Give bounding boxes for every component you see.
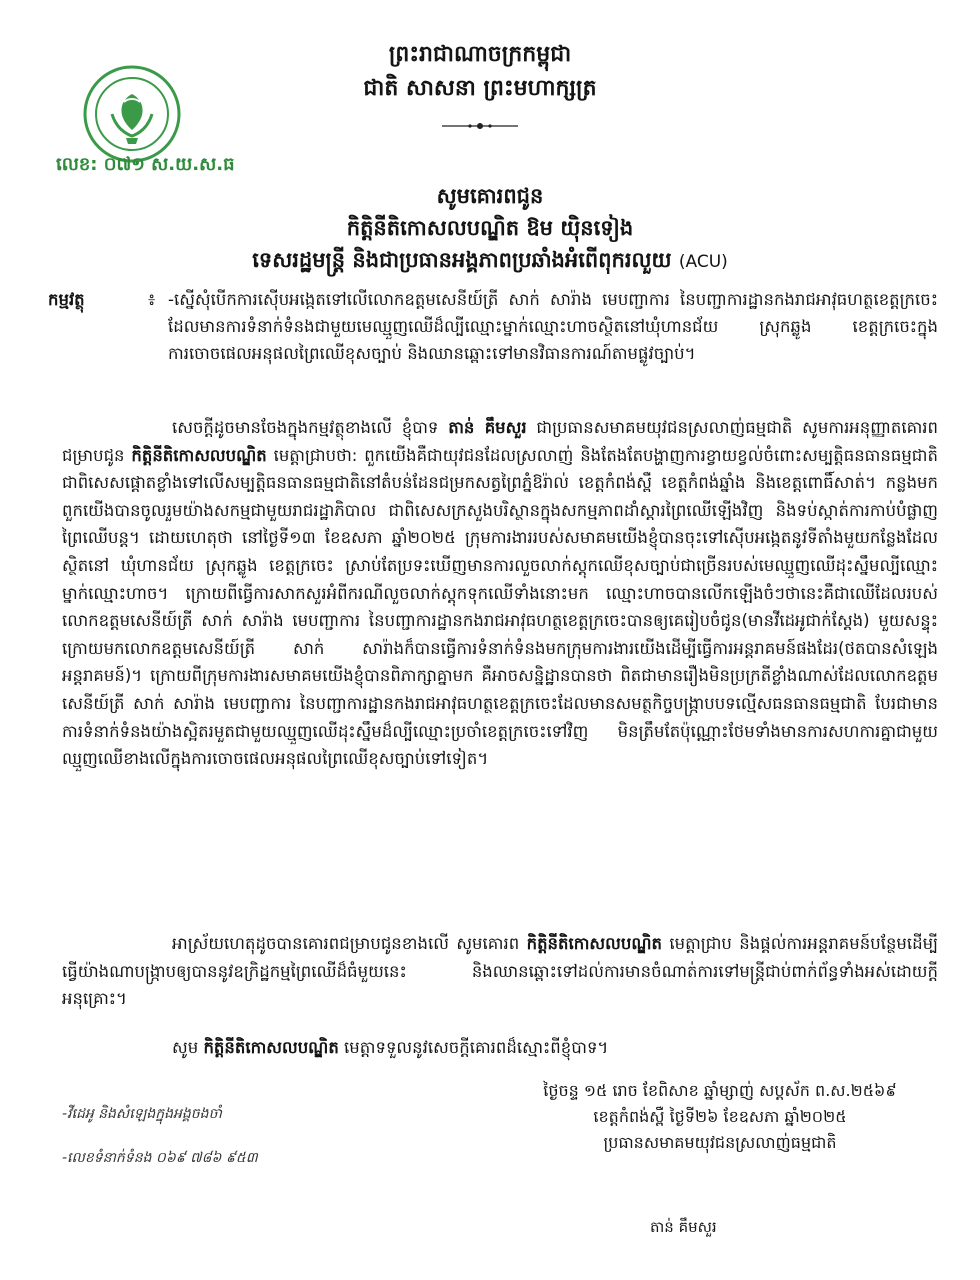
subject-line: [48, 286, 938, 367]
p3-text-b: មេត្តាទទួលនូវសេចក្តីគោរពដ៏ស្មោះពីខ្ញុំបាទ។: [344, 1038, 609, 1057]
p2-text-b: មេត្តាជ្រាប និងផ្តល់ការអន្តរាគមន៍បន្ថែមដើម្បីធ្វើយ៉ាងណាបង្ក្រាបឲ្យបាននូវឧក្រិដ្ឋកម្មព្រៃឈើដ៏ធំមួយនេះ និងឈានឆ្ពោះទៅដល់ការមានចំណាត់ការទៅមន្ត្រីជាប់ពាក់ព័ន្ធទាំងអស់ដោយក្តីអនុគ្រោះ។: [62, 934, 938, 1009]
p1-text-b: ជាប្រធានសមាគមយុវជនស្រលាញ់ធម្មជាតិ សូមការអនុញ្ញាតគោរពជម្រាបជូន: [62, 418, 939, 465]
p3-text-a: សូម: [172, 1038, 199, 1057]
body-paragraph-3: [62, 1034, 938, 1062]
attachment-video: -វីដេអូ និងសំឡេងក្នុងអង្គចងចាំ: [62, 1106, 222, 1122]
p1-text-c: មេត្តាជ្រាបថា: ពួកយើងគឺជាយុវជនដែលស្រលាញ់ និងតែងតែបង្ហាញការខ្វាយខ្វល់ចំពោះសម្បត្តិធនធានធម្មជាតិ ជាពិសេសផ្តោតខ្លាំងទៅលើសម្បត្តិធនធានធម្មជាតិនៅតំបន់ដែនជម្រកសត្វព្រៃភ្នំឱរ៉ាល់ ខេត្តកំពង់ស្ពឺ ខេត្តកំពង់ឆ្នាំង និងខេត្តពោធិ៍សាត់។ កន្លងមក ពួកយើងបានចូលរួមយ៉ាងសកម្មជាមួយរាជរដ្ឋាភិបាល ជាពិសេសក្រសួងបរិស្ថានក្នុងសកម្មភាពដាំស្តារព្រៃឈើឡើងវិញ និងទប់ស្កាត់ការកាប់បំផ្លាញព្រៃឈើបន្ត។ ដោយហេតុថា នៅថ្ងៃទី១៣ ខែឧសភា ឆ្នាំ២០២៥ ក្រុមការងាររបស់សមាគមយើងខ្ញុំបានចុះទៅស៊ើបអង្កេតនូវទីតាំងមួយកន្លែងដែលស្ថិតនៅ ឃុំហានជ័យ ស្រុកឆ្លូង ខេត្តក្រចេះ ស្រាប់តែប្រទះឃើញមានការលួចលាក់ស្តុកឈើខុសច្បាប់ជាច្រើនរបស់មេឈ្មួញឈើដុះស្នឹមល្បីឈ្មោះម្នាក់ឈ្មោះហាច។ ក្រោយពីធ្វើការសាកសួរអំពីករណីលួចលាក់ស្តុកទុកឈើទាំងនោះមក ឈ្មោះហាចបានលើកឡើងចំៗថានេះគឺជាឈើដែលរបស់លោកឧត្តមសេនីយ៍ត្រី សាក់ សារ៉ាង មេបញ្ជាការ នៃបញ្ជាការដ្ឋានកងរាជអាវុធហត្ថខេត្តក្រចេះបានឲ្យគេរៀបចំជូន(មានវីដេអូជាក់ស្តែង) មួយសន្ទុះក្រោយមកលោកឧត្តមសេនីយ៍ត្រី សាក់ សារ៉ាងក៏បានធ្វើការទំនាក់ទំនងមកក្រុមការងារយើងដើម្បីធ្វើការអន្តរាគមន៍ផងដែរ(ថតបានសំឡេងអន្តរាគមន៍)។ ក្រោយពីក្រុមការងារសមាគមយើងខ្ញុំបានពិភាក្សាគ្នាមក គឺអាចសន្និដ្ឋានបានថា ពិតជាមានរឿងមិនប្រក្រតីខ្លាំងណាស់ដែលលោកឧត្តមសេនីយ៍ត្រី សាក់ សារ៉ាង មេបញ្ជាការ នៃបញ្ជាការដ្ឋានកងរាជអាវុធហត្ថខេត្តក្រចេះដែលមានសមត្ថកិច្ចបង្ក្រាបបទល្មើសធនធានធម្មជាតិ បែរជាមានការទំនាក់ទំនងយ៉ាងស្អិតរមួតជាមួយឈ្មួញឈើដុះស្នឹមដ៏ល្បីឈ្មោះប្រចាំខេត្តក្រចេះទៅវិញ មិនត្រឹមតែប៉ុណ្ណោះថែមទាំងមានការសហការគ្នាជាមួយឈ្មួញឈើខាងលើក្នុងការចោចផេលអនុផលព្រៃឈើខុសច្បាប់ទៅទៀត។: [62, 445, 938, 769]
kingdom-title: ព្រះរាជាណាចក្រកម្ពុជា: [388, 42, 572, 67]
p1-honorific: កិត្តិនីតិកោសលបណ្ឌិត: [131, 445, 267, 465]
p1-text-a: សេចក្តីដូចមានចែងក្នុងកម្មវត្ថុខាងលើ ខ្ញុំបាទ: [172, 418, 439, 437]
lunar-date: ថ្ងៃចន្ទ ១៥ រោច ខែពិសាខ ឆ្នាំម្សាញ់ សប្តស័ក ព.ស.២៥៦៩: [543, 1081, 897, 1100]
p2-honorific: កិត្តិនីតិកោសលបណ្ឌិត: [526, 934, 662, 953]
salutation: សូមគោរពជូន: [436, 184, 544, 208]
subject-colon: ៖: [148, 290, 156, 309]
body-paragraph-1: [62, 414, 938, 773]
kingdom-header: [300, 38, 660, 106]
subject-label: កម្មវត្ថុ: [48, 290, 85, 309]
subject-text: -ស្នើសុំបើកការស៊ើបអង្កេតទៅលើលោកឧត្តមសេនីយ៍ត្រី សាក់ សារ៉ាង មេបញ្ជាការ នៃបញ្ជាការដ្ឋានកងរាជអាវុធហត្ថខេត្តក្រចេះដែលមានការទំនាក់ទំនងជាមួយមេឈ្មួញឈើដ៏ល្បីឈ្មោះម្នាក់ឈ្មោះហាចស្ថិតនៅឃុំហានជ័យ ស្រុកឆ្លូង ខេត្តក្រចេះក្នុងការចោចផេលអនុផលព្រៃឈើខុសច្បាប់ និងឈានឆ្ពោះទៅមានវិធានការណ៍តាមផ្លូវច្បាប់។: [168, 290, 938, 363]
sender-name: តាន់ គឹមសួរ: [448, 418, 527, 437]
national-motto: ជាតិ សាសនា ព្រះមហាក្សត្រ: [363, 76, 597, 101]
attachment-contact: -លេខទំនាក់ទំនង ០៦៩ ៧៨៦ ៩៥៣: [62, 1150, 258, 1166]
solar-date: ខេត្តកំពង់ស្ពឺ ថ្ងៃទី២៦ ខែឧសភា ឆ្នាំ២០២៥: [593, 1107, 847, 1126]
recipient-title: [140, 244, 840, 278]
signer-position: ប្រធានសមាគមយុវជនស្រលាញ់ធម្មជាតិ: [603, 1133, 837, 1152]
recipient-title-text: ទេសរដ្ឋមន្ត្រី និងជាប្រធានអង្គភាពប្រឆាំងអំពើពុករលួយ: [252, 248, 672, 272]
reference-number: លេខ: ០៧១ ស.យ.ស.ធ: [56, 154, 235, 175]
ornament-divider: [440, 120, 520, 132]
date-block: [520, 1078, 920, 1156]
association-logo: [82, 64, 182, 164]
acu-abbrev: (ACU): [678, 252, 728, 272]
p3-honorific: កិត្តិនីតិកោសលបណ្ឌិត: [203, 1038, 339, 1057]
p2-text-a: អាស្រ័យហេតុដូចបានគោរពជម្រាបជូនខាងលើ សូមគោរព: [172, 934, 520, 953]
signer-name: តាន់ គឹមសួរ: [650, 1218, 717, 1236]
recipient-block: [140, 180, 840, 278]
body-paragraph-2: [62, 930, 938, 1013]
recipient-name: កិត្តិនីតិកោសលបណ្ឌិត ឱម យ៉ិនទៀង: [346, 216, 634, 240]
